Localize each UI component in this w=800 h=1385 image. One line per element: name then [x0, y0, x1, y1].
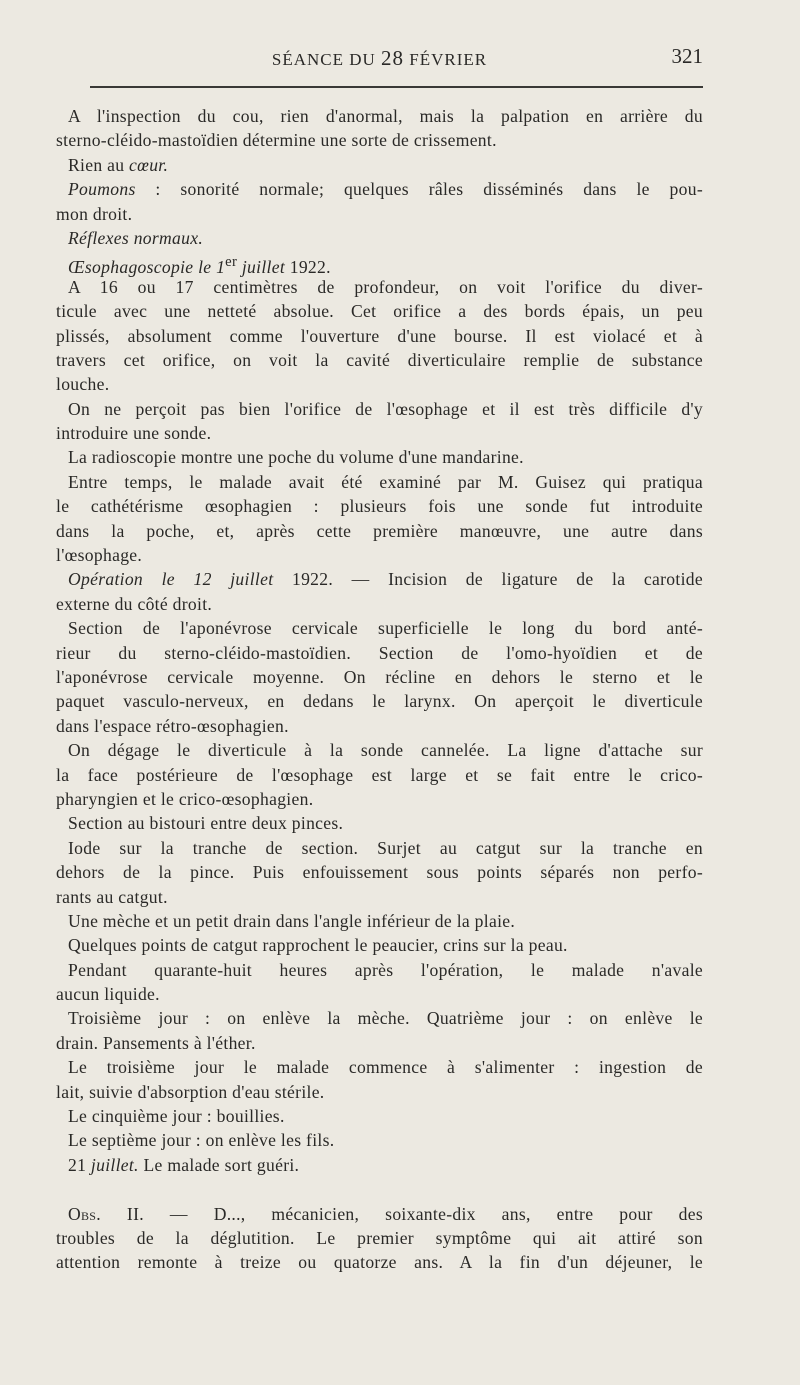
text-run: attention remonte à treize ou quatorze ans. A la fin d'un déjeuner, le	[56, 1252, 703, 1273]
paragraph-gap	[56, 1177, 703, 1201]
text-line	[56, 494, 703, 518]
text-line	[56, 909, 703, 933]
text-run: Une mèche et un petit drain dans l'angle inférieur de la plaie.	[68, 910, 516, 931]
text-line	[56, 324, 703, 348]
text-run: La radioscopie montre une poche du volume d'une mandarine.	[68, 447, 524, 468]
text-run: dans l'espace rétro-œsophagien.	[56, 715, 289, 736]
running-title	[56, 46, 703, 71]
text-line	[56, 763, 703, 787]
text-line	[56, 445, 703, 469]
text-line	[56, 1128, 703, 1152]
running-head	[56, 46, 703, 74]
text-run: A l'inspection du cou, rien d'anormal, mais la palpation en arrière du	[68, 106, 703, 126]
text-line	[56, 397, 703, 421]
text-line	[56, 519, 703, 543]
text-run: l'aponévrose cervicale moyenne. On récline en dehors le sterno et le	[56, 666, 703, 687]
text-run: Iode sur la tranche de section. Surjet au catgut sur la tranche en	[68, 837, 703, 858]
text-run: Le malade sort guéri.	[138, 1154, 300, 1175]
text-run: l'œsophage.	[56, 545, 143, 566]
text-run: juillet.	[90, 1154, 139, 1175]
text-line	[56, 933, 703, 957]
text-line	[56, 1006, 703, 1030]
text-line	[56, 787, 703, 811]
text-run: troubles de la déglutition. Le premier symptôme qui ait attiré son	[56, 1227, 703, 1248]
text-line	[56, 299, 703, 323]
text-run: cœur.	[129, 154, 169, 175]
text-line	[56, 665, 703, 689]
text-run: paquet vasculo-nerveux, en dedans le larynx. On aperçoit le diverticule	[56, 691, 703, 712]
text-run: rieur du sterno-cléido-mastoïdien. Section de l'omo-hyoïdien et de	[56, 642, 703, 663]
text-run: lait, suivie d'absorption d'eau stérile.	[56, 1081, 325, 1102]
text-line	[56, 104, 703, 128]
text-run: On ne perçoit pas bien l'orifice de l'œsophage et il est très difficile d'y	[68, 398, 703, 419]
text-line	[56, 1080, 703, 1104]
running-title-right: FÉVRIER	[409, 50, 488, 69]
text-line	[56, 1055, 703, 1079]
text-run: Entre temps, le malade avait été examiné par M. Guisez qui pratiqua	[68, 471, 703, 492]
text-run: Poumons	[68, 179, 136, 200]
text-line	[56, 153, 703, 177]
text-line	[56, 202, 703, 226]
text-line	[56, 1226, 703, 1250]
text-line	[56, 567, 703, 591]
text-run: pharyngien et le crico-œsophagien.	[56, 788, 314, 809]
text-line	[56, 592, 703, 616]
text-run: Obs. II.	[68, 1203, 144, 1224]
text-run: 1922.	[285, 257, 331, 278]
body-text	[56, 104, 703, 1275]
text-run: le cathétérisme œsophagien : plusieurs fois une sonde fut introduite	[56, 496, 703, 517]
text-line	[56, 811, 703, 835]
text-run: Troisième jour : on enlève la mèche. Quatrième jour : on enlève le	[68, 1008, 703, 1029]
text-line	[56, 177, 703, 201]
text-run: plissés, absolument comme l'ouverture d'une bourse. Il est violacé et à	[56, 325, 703, 346]
text-line	[56, 1104, 703, 1128]
text-run: : sonorité normale; quelques râles disséminés dans le pou-	[135, 179, 703, 200]
text-line	[56, 641, 703, 665]
header-rule	[90, 86, 703, 88]
text-run: Section au bistouri entre deux pinces.	[68, 813, 344, 834]
text-run: 1922. — Incision de ligature de la carotide	[273, 569, 703, 590]
text-line	[56, 836, 703, 860]
text-line	[56, 1031, 703, 1055]
text-line	[56, 1250, 703, 1274]
text-run: er	[225, 254, 238, 271]
text-line	[56, 885, 703, 909]
text-run: louche.	[56, 374, 110, 395]
text-run: rants au catgut.	[56, 886, 168, 907]
text-line	[56, 1153, 703, 1177]
text-line	[56, 958, 703, 982]
text-run: Le cinquième jour : bouillies.	[68, 1106, 285, 1127]
text-line	[56, 421, 703, 445]
text-run: externe du côté droit.	[56, 593, 213, 614]
text-run: Pendant quarante-huit heures après l'opération, le malade n'avale	[68, 959, 703, 980]
text-run: drain. Pansements à l'éther.	[56, 1032, 256, 1053]
text-line	[56, 738, 703, 762]
text-run: travers cet orifice, on voit la cavité diverticulaire remplie de substance	[56, 349, 703, 370]
text-run: dans la poche, et, après cette première manœuvre, une autre dans	[56, 520, 703, 541]
text-run: Réflexes normaux.	[68, 227, 204, 248]
text-line	[56, 226, 703, 250]
text-run: Quelques points de catgut rapprochent le peaucier, crins sur la peau.	[68, 935, 568, 956]
text-line	[56, 250, 703, 278]
text-line	[56, 470, 703, 494]
text-run: mon droit.	[56, 203, 133, 224]
text-run: Le septième jour : on enlève les fils.	[68, 1130, 335, 1151]
text-run: Opération le 12 juillet	[68, 569, 274, 590]
text-line	[56, 128, 703, 152]
text-line	[56, 372, 703, 396]
page-number: 321	[671, 44, 703, 68]
text-line	[56, 982, 703, 1006]
text-run: sterno-cléido-mastoïdien détermine une sorte de crissement.	[56, 130, 497, 151]
text-run: Rien au	[68, 154, 130, 175]
text-run: Section de l'aponévrose cervicale superficielle le long du bord anté-	[68, 618, 703, 639]
text-run: Le troisième jour le malade commence à s'alimenter : ingestion de	[68, 1057, 703, 1078]
text-line	[56, 714, 703, 738]
text-run: — D..., mécanicien, soixante-dix ans, entre pour des	[143, 1203, 703, 1224]
text-line	[56, 348, 703, 372]
text-run: ticule avec une netteté absolue. Cet orifice a des bords épais, un peu	[56, 301, 703, 322]
text-run: introduire une sonde.	[56, 423, 212, 444]
running-title-date: 28	[381, 46, 405, 70]
text-line	[56, 1202, 703, 1226]
text-line	[56, 616, 703, 640]
text-line	[56, 860, 703, 884]
text-run: Œsophagoscopie le 1	[68, 257, 226, 278]
text-run: juillet	[237, 257, 286, 278]
text-line	[56, 275, 703, 299]
running-title-left: SÉANCE DU	[271, 50, 376, 69]
text-run: dehors de la pince. Puis enfouissement sous points séparés non perfo-	[56, 862, 703, 883]
text-run: A 16 ou 17 centimètres de profondeur, on voit l'orifice du diver-	[68, 276, 703, 297]
text-run: aucun liquide.	[56, 984, 160, 1005]
text-line	[56, 689, 703, 713]
text-run: On dégage le diverticule à la sonde cannelée. La ligne d'attache sur	[68, 740, 703, 761]
text-run: la face postérieure de l'œsophage est large et se fait entre le crico-	[56, 764, 703, 785]
text-line	[56, 543, 703, 567]
text-run: 21	[68, 1154, 91, 1175]
